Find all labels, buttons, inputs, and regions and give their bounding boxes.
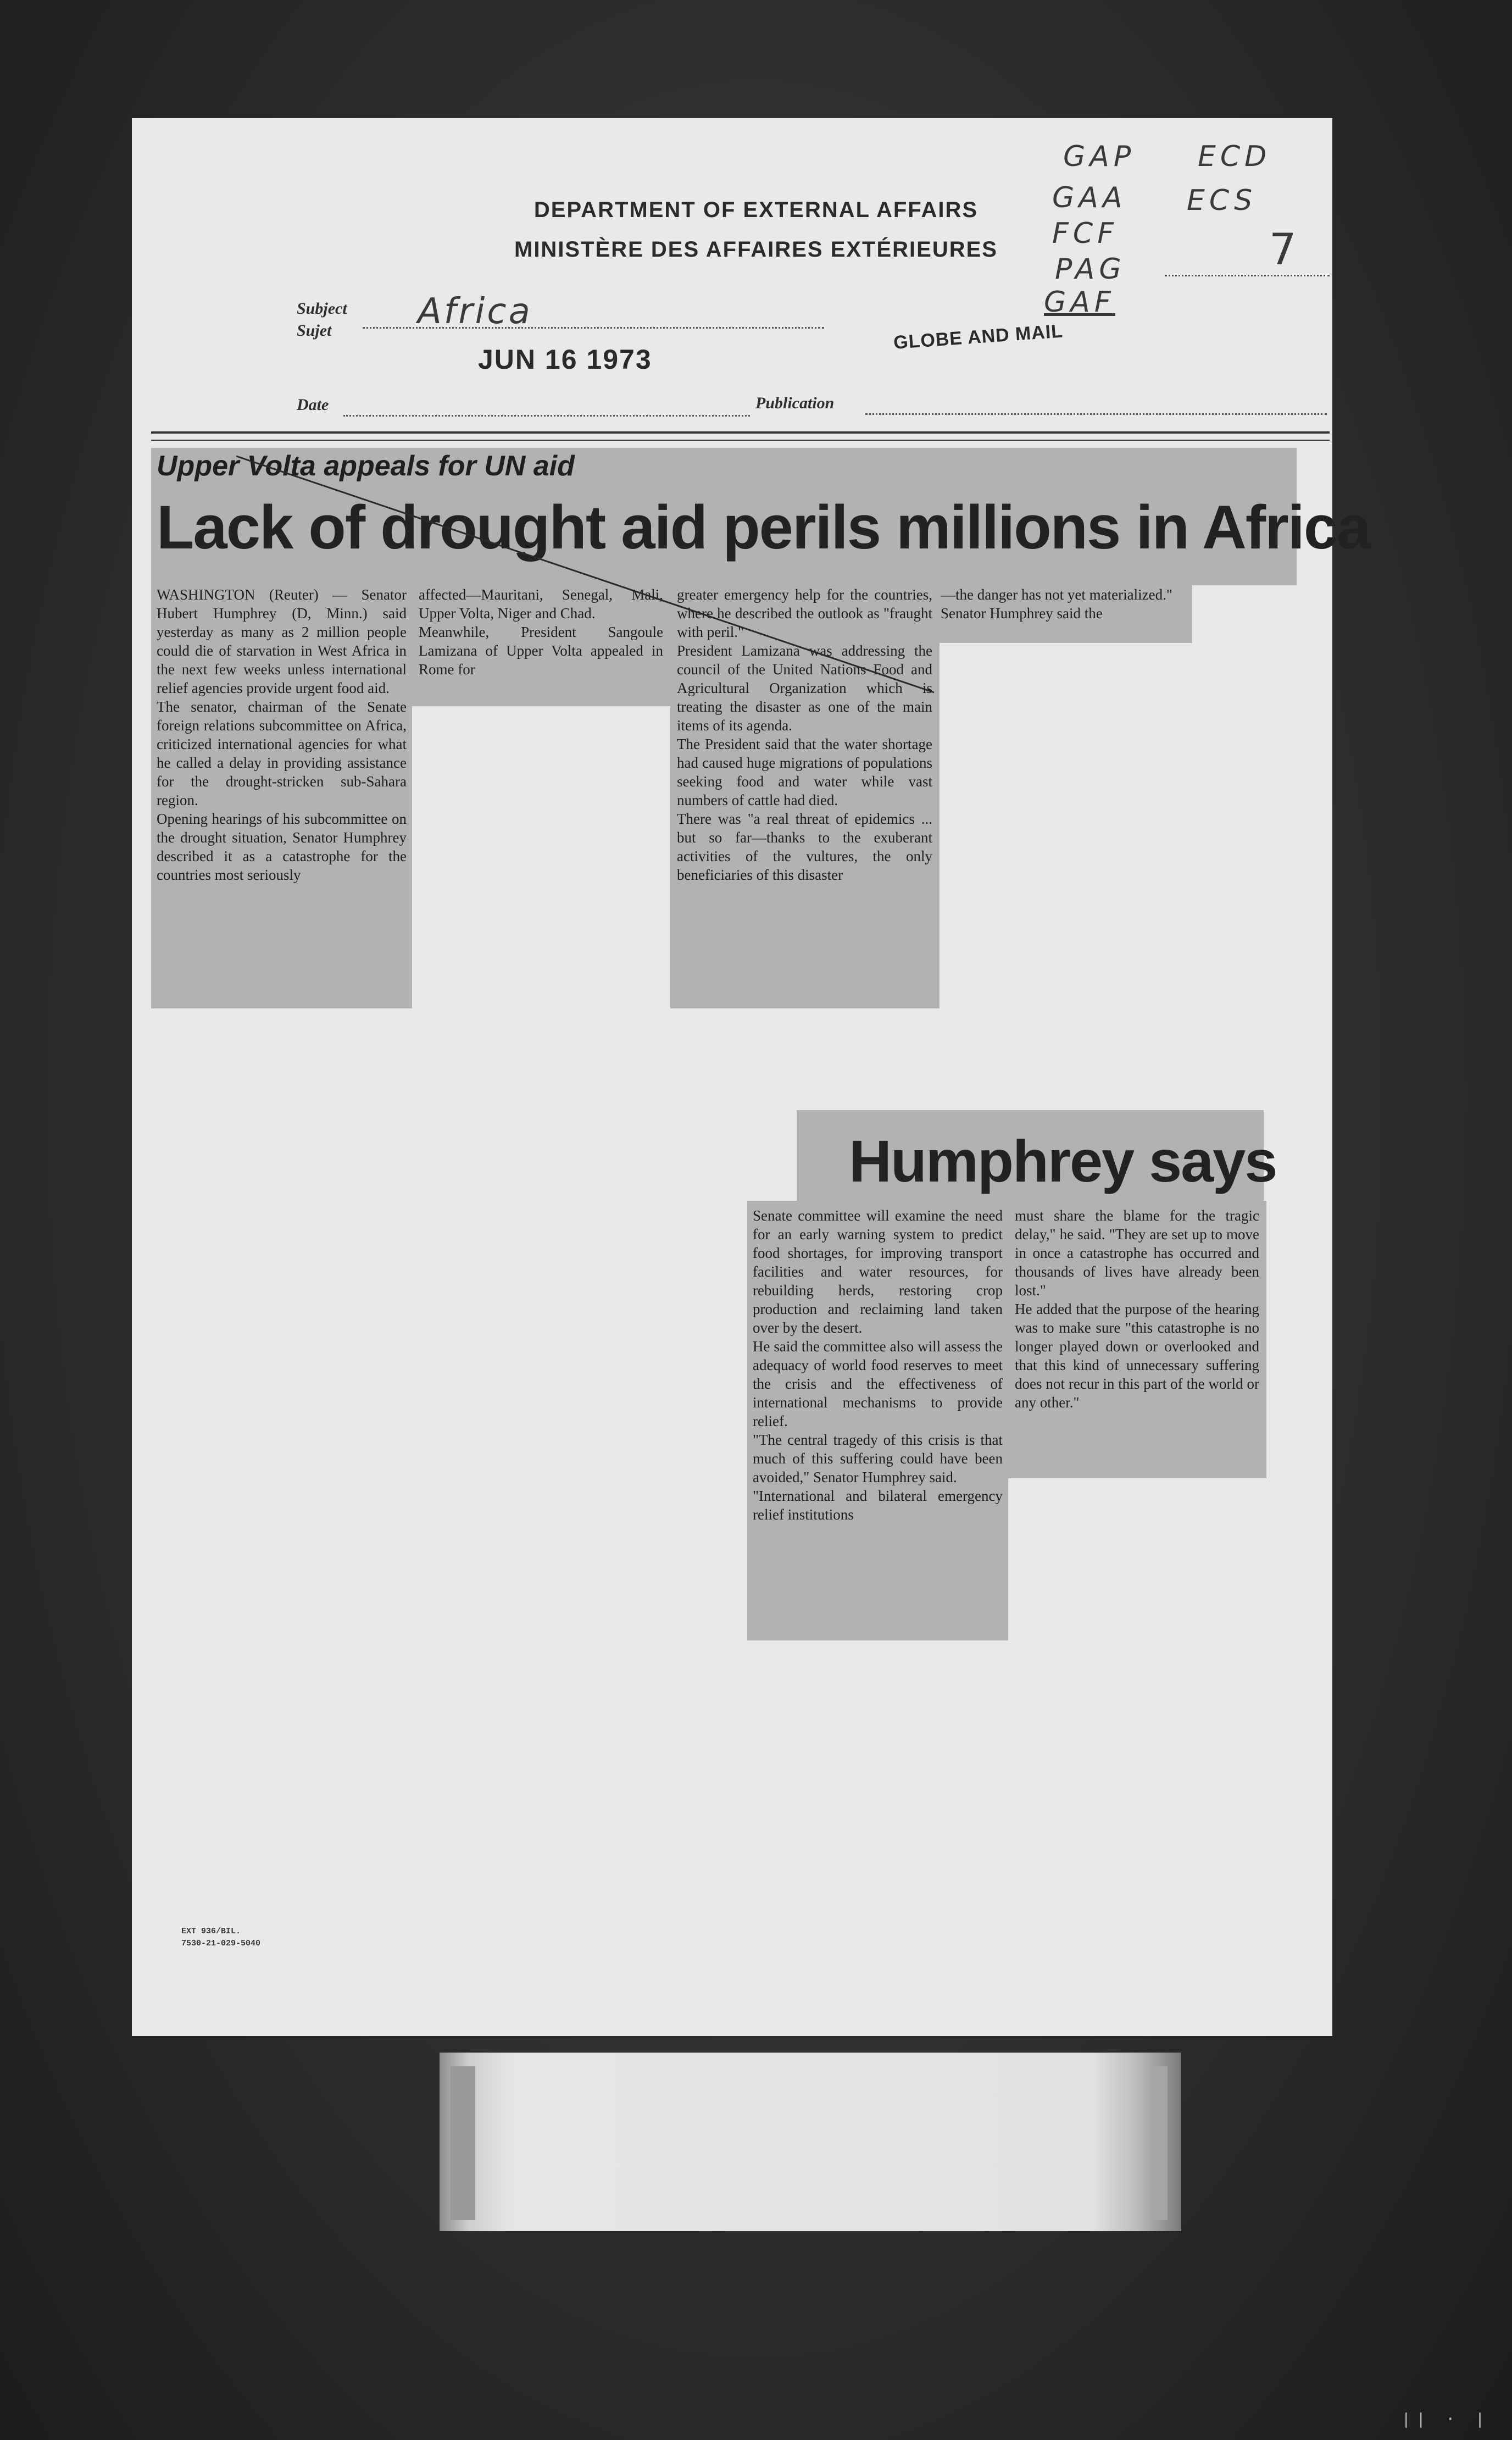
article1-column1: WASHINGTON (Reuter) — Senator Hubert Humphrey (D, Minn.) said yesterday as many as 2 million people could die of starvation in West Africa in the next few weeks unless international relief agencies provide urgent food aid. The senator, chairman of the Senate foreign relations subcommittee on Africa, criticized international agencies for what he called a delay in providing assistance for the drought-stricken sub-Sahara region. Opening hearings of his subcommittee on the drought situation, Senator Humphrey described it as a catastrophe for the countries most seriously (157, 586, 407, 883)
subject-label-en: Subject (297, 300, 347, 318)
department-title-en: DEPARTMENT OF EXTERNAL AFFAIRS (533, 198, 979, 222)
publication-stamp: GLOBE AND MAIL (893, 320, 1064, 353)
form-code-line1: EXT 936/BIL. (181, 1927, 241, 1936)
subject-value: Africa (418, 291, 532, 332)
article1-kicker: Upper Volta appeals for UN aid (157, 450, 575, 482)
routing-code: PAG (1055, 253, 1126, 286)
article1-headline: Lack of drought aid perils millions in Africa (157, 493, 1370, 562)
routing-code: FCF (1052, 217, 1119, 250)
department-title-fr: MINISTÈRE DES AFFAIRES EXTÉRIEURES (514, 237, 998, 262)
article2-column1: Senate committee will examine the need for an early warning system to predict food shortages, for improving transport facilities and water resources, for rebuilding herds, restoring crop production and reclaiming land taken over by the desert. He said the committee also will assess the adequacy of world food reserves to meet the crisis and the effectiveness of international mechanisms to provide relief. "The central tragedy of this crisis is that much of this suffering could have been avoided," Senator Humphrey said. "International and bilateral emergency relief institutions (753, 1207, 1003, 1523)
form-code-line2: 7530-21-029-5040 (181, 1939, 261, 1948)
article1-column3: greater emergency help for the countries, where he described the outlook as "fraught with peril." President Lamizana was addressing the council of the United Nations Food and Agricultural Organization which is treating the disaster as one of the main items of its agenda. The President said that the water shortage had caused huge migrations of populations seeking food and water while vast numbers of cattle had died. There was "a real threat of epidemics ... but so far—thanks to the exuberant activities of the vultures, the only beneficiaries of this disaster (677, 586, 932, 883)
routing-code: ECS (1187, 184, 1257, 217)
routing-code: GAP (1063, 140, 1136, 173)
film-tab (440, 2053, 1181, 2231)
date-label: Date (297, 396, 329, 414)
article1-column2: affected—Mauritani, Senegal, Upper Volta, Niger and Chad. Meanwhile, President Sangoule Lamizana of Upper Volta appealed in Rome for (419, 586, 663, 678)
routing-code: GAF (1044, 286, 1115, 319)
routing-code: GAA (1052, 181, 1127, 214)
article2-headline: Humphrey says (849, 1128, 1277, 1194)
publication-label: Publication (755, 394, 835, 412)
article1-column4: —the danger has not yet materialized." Senator Humphrey said the (941, 586, 1172, 622)
film-tab-edge-left (451, 2066, 475, 2220)
date-stamp: JUN 16 1973 (478, 344, 652, 375)
file-number: 7 (1269, 225, 1301, 275)
routing-code: ECD (1198, 140, 1271, 173)
film-tab-edge-right (1151, 2066, 1168, 2220)
subject-label-fr: Sujet (297, 321, 332, 340)
edge-marks: || · | (1401, 2410, 1490, 2428)
article2-column2: must share the blame for the tragic delay," he said. "They are set up to move in once a catastrophe has occurred and thousands of lives have already been lost." He added that the purpose of the hearing was to make sure "this catastrophe is no longer played down or overlooked and that this kind of unnecessary suffering does not recur in this part of the world or any other." (1015, 1207, 1259, 1411)
